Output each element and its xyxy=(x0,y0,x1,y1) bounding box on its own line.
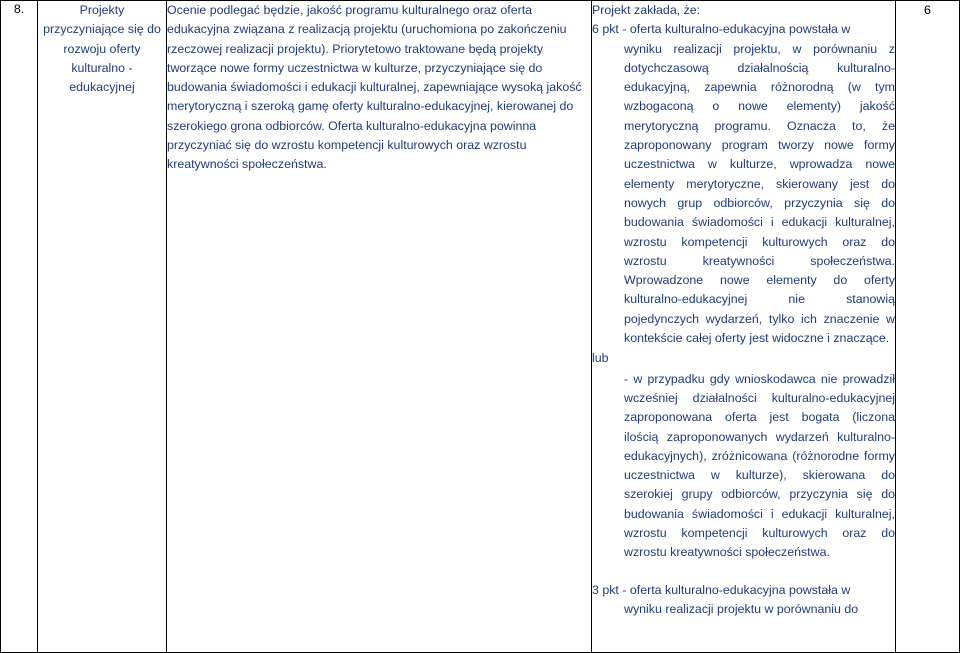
scoring-criteria-cell xyxy=(592,1,896,653)
max-points: 6 xyxy=(924,3,931,17)
criteria-intro: Projekt zakłada, że: xyxy=(592,3,701,17)
option-3pkt-body: wyniku realizacji projektu w porównaniu do xyxy=(624,601,859,616)
criterion-description-cell xyxy=(167,1,592,653)
row-number-cell xyxy=(1,1,38,653)
table-row xyxy=(1,1,960,653)
option-3pkt xyxy=(592,581,895,620)
criterion-title: Projekty przyczyniające się do rozwoju oferty kulturalno - edukacyjnej xyxy=(43,3,161,95)
or-label: lub xyxy=(592,351,609,366)
option-3pkt-head: 3 pkt - oferta kulturalno-edukacyjna powstała w xyxy=(592,582,851,597)
option-6pkt-head: 6 pkt - oferta kulturalno-edukacyjna powstała w xyxy=(592,22,851,37)
option-6pkt-body: wyniku realizacji projektu, w porównaniu z dotychczasową działalnością kulturalno-edukacyjną, zapewnia różnorodną (w tym wzbogaconą o nowe elementy) jakość merytoryczną programu. Oznacza to, że zaproponowany program tworzy nowe formy uczestnictwa w kulturze, wprowadza nowe elementy merytoryczne, skierowany jest do nowych grup odbiorców, przyczynia się do budowania świadomości i edukacji kulturalnej, wzrostu kompetencji kulturowych oraz do wzrostu kreatywności społeczeństwa. Wprowadzone nowe elementy do oferty kulturalno-edukacyjnej nie stanowią pojedynczych wydarzeń, tylko ich znaczenie w kontekście całej oferty jest widoczne i znaczące. xyxy=(624,41,895,346)
option-no-prior-activity: - w przypadku gdy wnioskodawca nie prowadził wcześniej działalności kulturalno-edukacyjnej zaproponowana oferta jest bogata (liczona ilością zaproponowanych wydarzeń kulturalno-edukacyjnych), zróżnicowana (różnorodne formy uczestnictwa w kulturze), skierowana do szerokiej grupy odbiorców, przyczynia się do budowania świadomości i edukacji kulturalnej, wzrostu kompetencji kulturowych oraz do wzrostu kreatywności społeczeństwa. xyxy=(624,371,895,560)
row-number: 8. xyxy=(13,2,25,16)
criterion-title-cell xyxy=(38,1,167,653)
criterion-description: Ocenie podlegać będzie, jakość programu kulturalnego oraz oferta edukacyjna związana z realizacją projektu (uruchomiona po zakończeniu rzeczowej realizacji projektu). Priorytetowo traktowane będą projekty tworzące nowe formy uczestnictwa w kulturze, przyczyniające się do budowania świadomości i edukacji kulturalnej, zapewniające wysoką jakość merytoryczną i szeroką gamę oferty kulturalno-edukacyjnej, kierowanej do szerokiego grona odbiorców. Oferta kulturalno-edukacyjna powinna przyczyniać się do wzrostu kompetencji kulturowych oraz wzrostu kreatywności społeczeństwa. xyxy=(167,3,582,172)
spacer xyxy=(592,563,895,581)
points-cell xyxy=(896,1,960,653)
